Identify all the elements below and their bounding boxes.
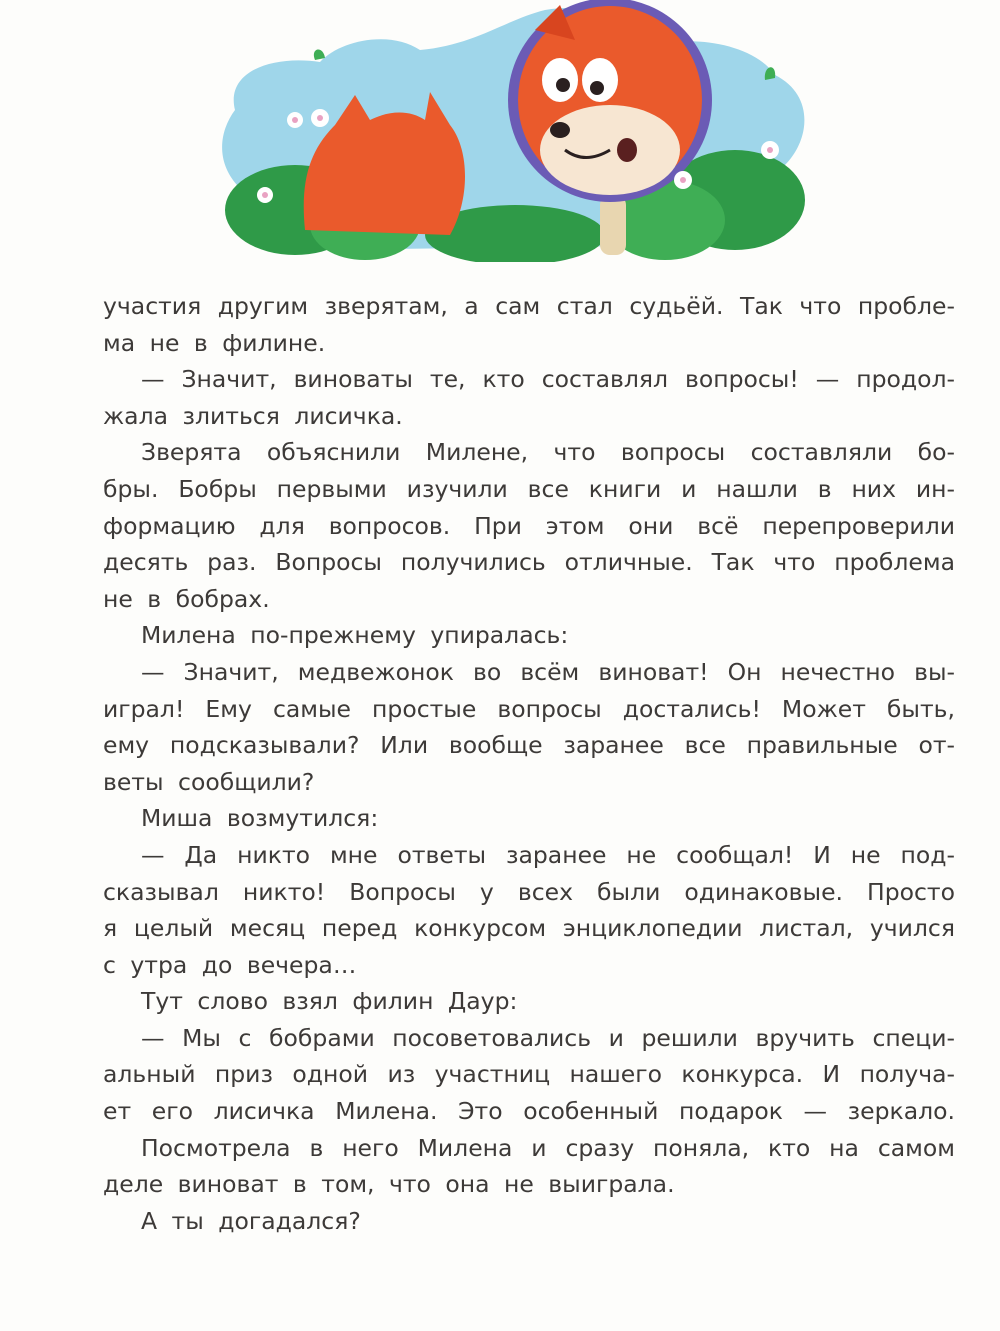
paragraph [103, 361, 955, 434]
text-line: — Да никто мне ответы заранее не сообщал! И не под- [141, 840, 955, 869]
paragraph [103, 434, 955, 617]
text-line: Зверята объяснили Милене, что вопросы составляли бо- [141, 438, 955, 467]
text-line: — Значит, медвежонок во всём виноват! Он нечестно вы- [141, 657, 955, 686]
text-line: я целый месяц перед конкурсом энциклопедии листал, учился [103, 914, 955, 943]
text-line: — Мы с бобрами посоветовались и решили вручить специ- [141, 1023, 955, 1052]
text-line: играл! Ему самые простые вопросы достались! Может быть, [103, 694, 955, 723]
text-line: — Значит, виноваты те, кто составлял вопросы! — продол- [141, 365, 955, 394]
text-line: формацию для вопросов. При этом они всё перепроверили [103, 511, 955, 540]
text-line: Миша возмутился: [141, 804, 379, 833]
text-line: деле виноват в том, что она не выиграла. [103, 1170, 675, 1199]
text-line: бры. Бобры первыми изучили все книги и нашли в них ин- [103, 474, 955, 503]
paragraph [103, 288, 955, 361]
text-line: альный приз одной из участниц нашего конкурса. И получа- [103, 1060, 955, 1089]
paragraph [103, 983, 955, 1020]
text-line: не в бобрах. [103, 584, 270, 613]
text-line: с утра до вечера… [103, 950, 357, 979]
paragraph [103, 800, 955, 837]
paragraph [103, 837, 955, 983]
fox-with-mirror-illustration [215, 0, 815, 262]
text-line: А ты догадался? [141, 1206, 361, 1235]
text-line: Милена по-прежнему упиралась: [141, 621, 569, 650]
story-text [103, 288, 955, 1239]
paragraph [103, 1020, 955, 1130]
paragraph [103, 1130, 955, 1203]
illustration-svg [215, 0, 815, 262]
text-line: десять раз. Вопросы получились отличные. Так что проблема [103, 548, 955, 577]
text-line: Посмотрела в него Милена и сразу поняла, кто на самом [141, 1133, 955, 1162]
text-line: жала злиться лисичка. [103, 401, 403, 430]
text-line: ет его лисичка Милена. Это особенный подарок — зеркало. [103, 1097, 955, 1126]
text-line: веты сообщили? [103, 767, 315, 796]
text-line: участия другим зверятам, а сам стал судьёй. Так что пробле- [103, 292, 955, 320]
text-line: Тут слово взял филин Даур: [141, 987, 518, 1016]
text-line: ма не в филине. [103, 328, 326, 357]
paragraph [103, 654, 955, 800]
paragraph [103, 617, 955, 654]
text-line: ему подсказывали? Или вообще заранее все правильные от- [103, 731, 955, 760]
paragraph [103, 1203, 955, 1240]
text-line: сказывал никто! Вопросы у всех были одинаковые. Просто [103, 877, 955, 906]
